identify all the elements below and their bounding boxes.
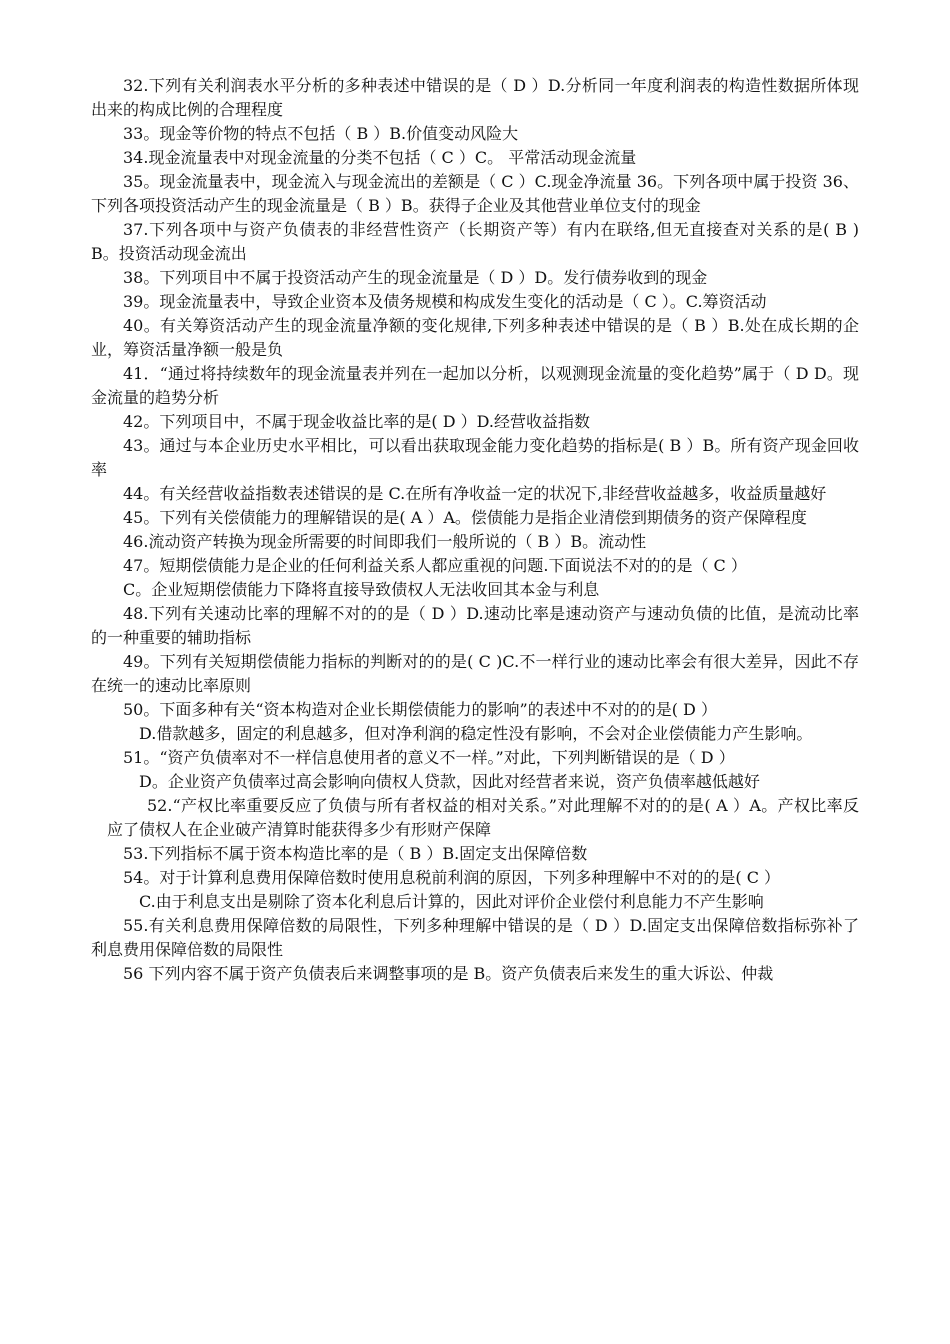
question-43: 43。通过与本企业历史水平相比，可以看出获取现金能力变化趋势的指标是( B ）B。所有资产现金回收率	[91, 436, 859, 479]
question-52: 52.“产权比率重要反应了负债与所有者权益的相对关系。”对此理解不对的的是( A ）A。产权比率反应了债权人在企业破产清算时能获得多少有形财产保障	[107, 796, 859, 839]
answer-51: D。企业资产负债率过高会影响向债权人贷款，因此对经营者来说，资产负债率越低越好	[139, 772, 760, 791]
question-48: 48.下列有关速动比率的理解不对的的是（ D ）D.速动比率是速动资产与速动负债的比值，是流动比率的一种重要的辅助指标	[91, 604, 859, 647]
question-53: 53.下列指标不属于资本构造比率的是（ B ）B.固定支出保障倍数	[123, 844, 588, 863]
question-38: 38。下列项目中不属于投资活动产生的现金流量是（ D ）D。发行债券收到的现金	[123, 268, 708, 287]
question-50: 50。下面多种有关“资本构造对企业长期偿债能力的影响”的表述中不对的的是( D ）	[123, 700, 717, 719]
question-49: 49。下列有关短期偿债能力指标的判断对的的是( C )C.不一样行业的速动比率会有很大差异，因此不存在统一的速动比率原则	[91, 652, 859, 695]
question-54: 54。对于计算利息费用保障倍数时使用息税前利润的原因，下列多种理解中不对的的是( C ）	[123, 868, 781, 887]
question-55: 55.有关利息费用保障倍数的局限性，下列多种理解中错误的是（ D ）D.固定支出保障倍数指标弥补了利息费用保障倍数的局限性	[91, 916, 859, 959]
answer-54: C.由于利息支出是剔除了资本化利息后计算的，因此对评价企业偿付利息能力不产生影响	[139, 892, 764, 911]
question-42: 42。下列项目中，不属于现金收益比率的是( D ）D.经营收益指数	[123, 412, 590, 431]
question-45: 45。下列有关偿债能力的理解错误的是( A ）A。偿债能力是指企业清偿到期债务的资产保障程度	[123, 508, 807, 527]
question-37: 37.下列各项中与资产负债表的非经营性资产（长期资产等）有内在联络,但无直接查对关系的是( B ) B。投资活动现金流出	[91, 220, 859, 263]
question-40: 40。有关筹资活动产生的现金流量净额的变化规律,下列多种表述中错误的是（ B ）B.处在成长期的企业，筹资活量净额一般是负	[91, 316, 859, 359]
question-56: 56 下列内容不属于资产负债表后来调整事项的是 B。资产负债表后来发生的重大诉讼、仲裁	[123, 964, 774, 983]
question-32: 32.下列有关利润表水平分析的多种表述中错误的是（ D ）D.分析同一年度利润表的构造性数据所体现出来的构成比例的合理程度	[91, 76, 859, 119]
answer-50: D.借款越多，固定的利息越多，但对净利润的稳定性没有影响，不会对企业偿债能力产生影响。	[139, 724, 813, 743]
document-body	[91, 74, 859, 986]
question-33: 33。现金等价物的特点不包括（ B ）B.价值变动风险大	[123, 124, 519, 143]
question-47: 47。短期偿债能力是企业的任何利益关系人都应重视的问题.下面说法不对的的是（ C ）	[123, 556, 747, 575]
question-51: 51。“资产负债率对不一样信息使用者的意义不一样。”对此，下列判断错误的是（ D ）	[123, 748, 735, 767]
answer-47: C。企业短期偿债能力下降将直接导致债权人无法收回其本金与利息	[123, 580, 600, 599]
question-41: 41．“通过将持续数年的现金流量表并列在一起加以分析，以观测现金流量的变化趋势”属于（ D D。现金流量的趋势分析	[91, 364, 859, 407]
question-35: 35。现金流量表中，现金流入与现金流出的差额是（ C ）C.现金净流量 36。下列各项中属于投资 36、下列各项投资活动产生的现金流量是（ B ）B。获得子企业及其他营业单位支付的现金	[91, 172, 859, 215]
question-39: 39。现金流量表中，导致企业资本及债务规模和构成发生变化的活动是（ C ）。C.筹资活动	[123, 292, 767, 311]
question-44: 44。有关经营收益指数表述错误的是 C.在所有净收益一定的状况下,非经营收益越多，收益质量越好	[123, 484, 827, 503]
question-34: 34.现金流量表中对现金流量的分类不包括（ C ）C。 平常活动现金流量	[123, 148, 637, 167]
question-46: 46.流动资产转换为现金所需要的时间即我们一般所说的（ B ）B。流动性	[123, 532, 647, 551]
